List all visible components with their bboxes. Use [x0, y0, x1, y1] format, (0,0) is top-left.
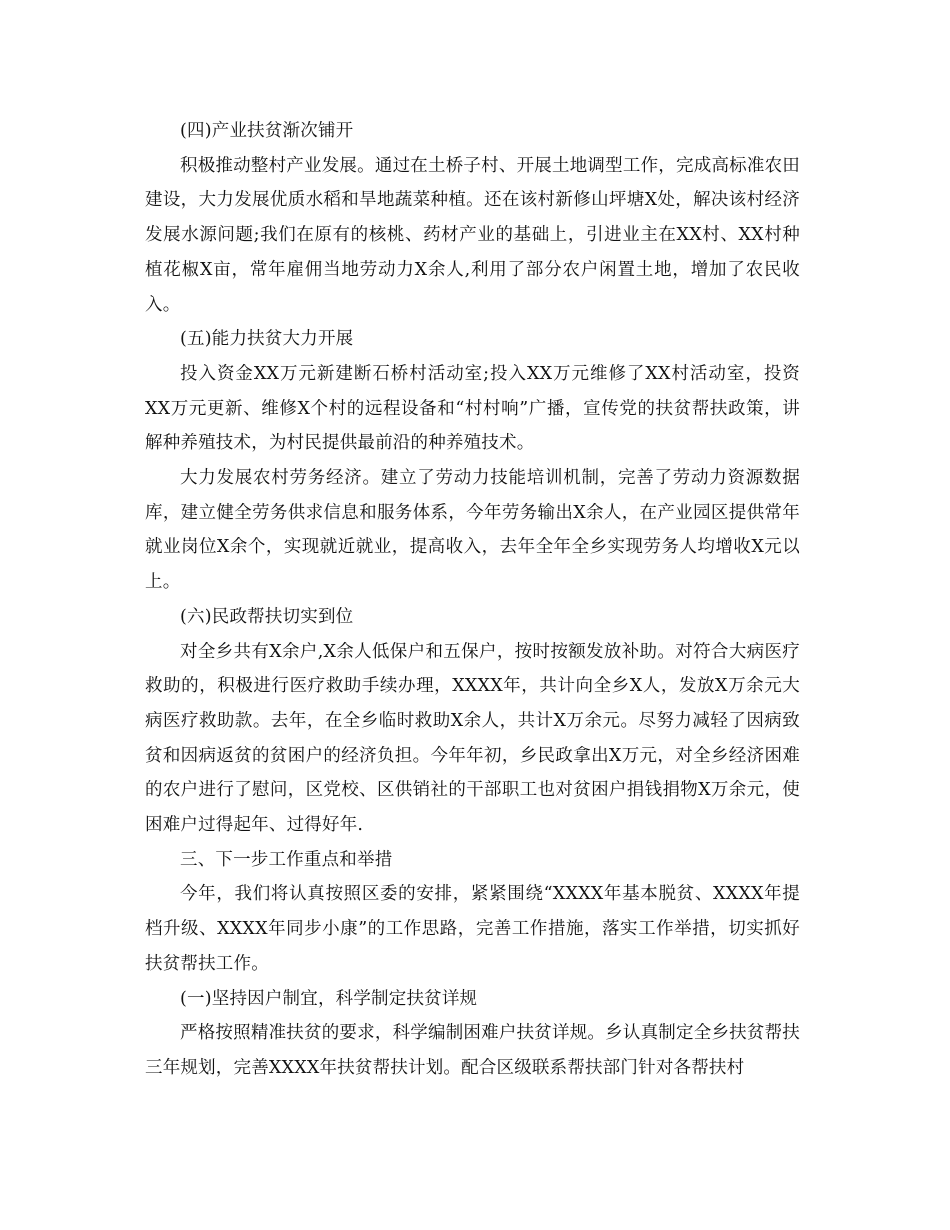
paragraph-capacity-investment: 投入资金XX万元新建断石桥村活动室;投入XX万元维修了XX村活动室，投资XX万元更新、维修X个村的远程设备和“村村响”广播，宣传党的扶贫帮扶政策，讲解种养殖技术，为村民提供最前沿的种养殖技术。 — [145, 363, 800, 454]
section-heading-civil-affairs: (六)民政帮扶切实到位 — [180, 606, 354, 627]
section-heading-capacity: (五)能力扶贫大力开展 — [180, 329, 354, 350]
paragraph-civil-affairs: 对全乡共有X余户,X余人低保户和五保户，按时按额发放补助。对符合大病医疗救助的，积极进行医疗救助手续办理，XXXX年，共计向全乡X人，发放X万余元大病医疗救助款。去年，在全乡临时救助X余人，共计X万余元。尽努力减轻了因病致贫和因病返贫的贫困户的经济负担。今年年初，乡民政拿出X万元，对全乡经济困难的农户进行了慰问，区党校、区供销社的干部职工也对贫困户捐钱捐物X万余元，使困难户过得起年、过得好年. — [145, 641, 800, 836]
paragraph-next-steps: 今年，我们将认真按照区委的安排，紧紧围绕“XXXX年基本脱贫、XXXX年提档升级、XXXX年同步小康”的工作思路，完善工作措施，落实工作举措，切实抓好扶贫帮扶工作。 — [145, 884, 800, 974]
section-heading-next-steps: 三、下一步工作重点和举措 — [180, 849, 393, 870]
document-body — [145, 114, 800, 1086]
paragraph-industry: 积极推动整村产业发展。通过在土桥子村、开展土地调型工作，完成高标准农田建设，大力发展优质水稻和旱地蔬菜种植。还在该村新修山坪塘X处，解决该村经济发展水源问题;我们在原有的核桃、药材产业的基础上，引进业主在XX村、XX村种植花椒X亩，常年雇佣当地劳动力X余人,利用了部分农户闲置土地，增加了农民收入。 — [145, 155, 800, 315]
section-heading-planning: (一)坚持因户制宜，科学制定扶贫详规 — [180, 988, 478, 1009]
section-heading-industry: (四)产业扶贫渐次铺开 — [180, 121, 354, 141]
paragraph-labor-economy: 大力发展农村劳务经济。建立了劳动力技能培训机制，完善了劳动力资源数据库，建立健全劳务供求信息和服务体系，今年劳务输出X余人，在产业园区提供常年就业岗位X余个，实现就近就业，提高收入，去年全年全乡实现劳务人均增收X元以上。 — [145, 468, 800, 593]
paragraph-planning: 严格按照精准扶贫的要求，科学编制困难户扶贫详规。乡认真制定全乡扶贫帮扶三年规划，完善XXXX年扶贫帮扶计划。配合区级联系帮扶部门针对各帮扶村 — [145, 1023, 800, 1078]
